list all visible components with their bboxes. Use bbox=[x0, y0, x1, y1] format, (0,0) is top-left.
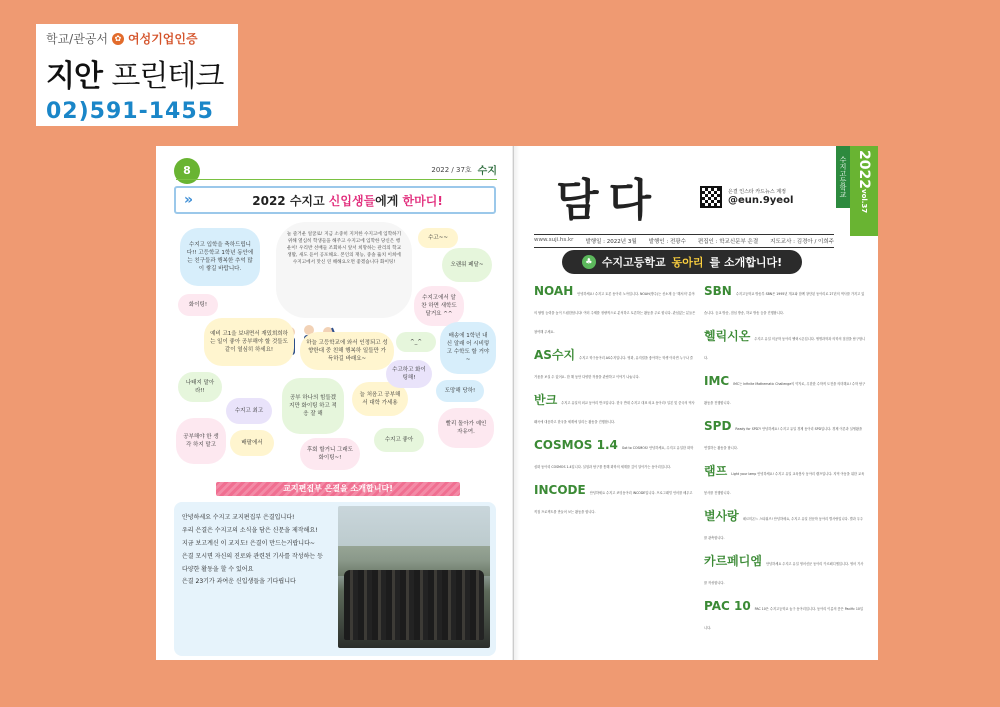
club-text: IMC는 Infinite Mathematic Challenge의 약자로, 무한한 수학적 도전을 의미해요! 수학 탐구 활동을 진행합니다. bbox=[704, 382, 866, 405]
message-bubble: 배송에 1학년 내신 알래 어 시비렇고 수학도 할 거야~ bbox=[440, 322, 496, 374]
club-text: 안녕하세요 수지고 유일 영어신문 동아리 카르페디엠입니다. 영어 기사를 작성합니다. bbox=[704, 562, 864, 585]
editor-line: 지금 보고계신 이 교지도! 은결이 만드는거랍니다~ bbox=[182, 539, 315, 547]
banner-pre: 수지고등학교 bbox=[601, 256, 666, 269]
section-title-bar: 교지편집부 은결을 소개합니다! bbox=[216, 482, 460, 496]
club-columns bbox=[534, 280, 866, 652]
club-text: Got to COSMOS! 안녕하세요, 수지고 유일한 화학 심화 동아리 COSMOS 1.4입니다. 실험과 탐구를 통해 화학의 세계를 깊이 알아가는 동아리입니다. bbox=[534, 446, 694, 469]
info-item: 지도교사 : 김경아 / 이희주 bbox=[770, 239, 834, 245]
issue-label: 2022 / 37호 bbox=[431, 165, 472, 174]
instagram-handle: @eun.9yeol bbox=[728, 195, 794, 206]
message-bubble: ^_^ bbox=[396, 332, 436, 352]
masthead: 담다 bbox=[556, 175, 662, 226]
club-name: INCODE bbox=[534, 483, 586, 497]
message-bubble: 수지고 좋아 bbox=[374, 428, 424, 452]
club-entry bbox=[534, 344, 696, 382]
club-column-left bbox=[534, 280, 696, 652]
message-bubble: 빨리 돌아가 예인 자유여. bbox=[438, 408, 494, 448]
editor-line: 다양한 활동을 할 수 있어요 bbox=[182, 565, 254, 573]
title-prefix: 2022 수지고 bbox=[252, 193, 325, 208]
message-bubble: 화이팅! bbox=[178, 294, 218, 316]
message-bubble: 나태지 말아라!! bbox=[178, 372, 222, 402]
header-rule bbox=[176, 179, 497, 180]
center-message: 늘 즐거운 얼굴로! 지금 소중히 지켜한 수지고에 입학하기 위해 열심히 학생들을 해주고 수지고에 입학한 당신은 행운이! 우리반 선배들 조회하시 앞서 희망하는 관리의 학교 생활, 새도 듣어 공포해요. 본인의 재능, 중솔 뚫치 이희에 수지고에서 맛신 연 해해요오면 좋겠습니다 화이팅! bbox=[276, 222, 412, 318]
club-entry bbox=[704, 505, 866, 543]
publication-info bbox=[534, 234, 834, 248]
page-number: 8 bbox=[174, 158, 200, 184]
club-entry bbox=[704, 460, 866, 498]
message-bubble: 도망해 당하! bbox=[436, 380, 484, 402]
club-entry bbox=[704, 415, 866, 453]
club-text: 수지고 유일 의공학 동아리 헬릭시온입니다. 생명과학과 의학의 접점을 탐구합니다. bbox=[704, 337, 866, 360]
editor-line: 은결 23기가 과여운 신입생들을 기다립니다 bbox=[182, 578, 296, 586]
title-end: 한마디! bbox=[402, 193, 443, 208]
message-bubble: 수고~~ bbox=[418, 228, 458, 248]
info-item: 발행일 : 2022년 3월 bbox=[585, 239, 637, 245]
message-bubble: 수고하고 화이팅해! bbox=[386, 360, 432, 388]
club-text: Light your lamp 안녕하세요! 수지고 유일 교육봉사 동아리 램프입니다. 지역 아동을 위한 교육 봉사를 진행합니다. bbox=[704, 472, 865, 495]
club-name: IMC bbox=[704, 374, 730, 388]
article-title bbox=[201, 192, 494, 209]
message-bubble: 수지고에서 알찬 하면 새학도 달거요 ^^ bbox=[414, 286, 464, 326]
message-board bbox=[174, 222, 496, 472]
club-intro-banner bbox=[562, 250, 802, 274]
info-item: 편집인 : 학교신문부 은결 bbox=[697, 239, 759, 245]
issue-vol: vol.37 bbox=[860, 188, 868, 214]
club-text: PAC 10은 수지고등학교 놓구 동아리입니다. 동아리 이름의 뜻은 Pacific 10입니다. bbox=[704, 607, 864, 630]
logo-phone: 02)591-1455 bbox=[46, 99, 214, 124]
logo-category-text: 학교/관공서 bbox=[46, 32, 109, 46]
message-bubble: 후회 할거니 그래도 화이팅~! bbox=[300, 438, 360, 470]
club-text: 수지고 학구동아리 AS수지입니다. 영화, 뮤지컬을 좋아하는 학생 이라면 누구나 즐거움을 보실 수 있어요. 한 해 동안 다양한 작품을 관람하고 이야기 나눕니다. bbox=[534, 356, 694, 379]
club-text: 수지고등학교 방송부 SBN은 1995년 개교와 함께 창단된 동아리로 27년의 역사를 가지고 있습니다. 등교 방송, 점심 방송, 하교 방송 등을 진행합니다. bbox=[704, 292, 865, 315]
editor-intro-text bbox=[182, 512, 332, 589]
mini-logo: 수지 bbox=[477, 166, 497, 177]
message-bubble: 공부 하나의 힘들겠지만 화이팅 하고 적응 잘 해 bbox=[282, 378, 344, 434]
banner-post: 를 소개합니다! bbox=[709, 256, 783, 269]
club-entry bbox=[704, 550, 866, 588]
club-entry bbox=[704, 325, 866, 363]
issue-year: 2022 bbox=[856, 150, 872, 189]
club-text: 안녕하세요! 수지고 토론 동아리 노아입니다. NOAH(방주)는 신소재 등 '해서의' 분야의 탈범 능력을 높이 드림한답니다! 여러 주제를 정량적으로 분석하고 토론하는 활동을 주로 합니다. 관심있는 분들은 참여해 주세요. bbox=[534, 292, 696, 334]
school-tag: 수지고등학교 bbox=[836, 146, 850, 208]
info-item: 발행인 : 전광수 bbox=[648, 239, 686, 245]
club-text: 수지고 유일의 외교 동아리 반크입니다. 한국 반대 수지고 대표 외교 동아리! 일본 및 중국의 역사 왜곡에 대응하고 한국을 세계에 알리는 활동을 진행합니다. bbox=[534, 401, 695, 424]
club-name: 램프 bbox=[704, 464, 728, 478]
editor-line: 은결 모시면 자신의 진로와 관련된 기사를 작성하는 등 bbox=[182, 552, 323, 560]
message-bubble: 예비 고1을 보내면서 재밌희희하는 일이 좋아 공부해야 할 것들도 같이 열심히 하세요! bbox=[204, 318, 294, 366]
editor-line: 우리 은결은 수지고의 소식을 담은 신문을 제작해요! bbox=[182, 526, 318, 534]
editor-line: 안녕하세요 수지고 교지편집부 은결입니다! bbox=[182, 514, 295, 521]
issue-strip bbox=[850, 146, 878, 236]
club-entry bbox=[704, 595, 866, 633]
club-name: 카르페디엠 bbox=[704, 554, 762, 568]
logo-cert-text: 여성기업인증 bbox=[128, 32, 198, 46]
message-bubble: 하늘 고등학교에 와서 인정되고 성향한대 중 친해 행복하 일들만 가득하길 바래요~ bbox=[300, 332, 394, 370]
title-highlight: 신입생들 bbox=[328, 193, 376, 208]
advertiser-logo-card bbox=[36, 24, 238, 126]
club-name: NOAH bbox=[534, 284, 574, 298]
club-entry bbox=[704, 280, 866, 318]
message-bubble: 수지고 최고 bbox=[226, 398, 272, 424]
club-name: 헬릭시온 bbox=[704, 329, 751, 343]
magazine-spread bbox=[156, 146, 878, 660]
club-column-right bbox=[704, 280, 866, 652]
left-page bbox=[156, 146, 514, 660]
right-page bbox=[514, 146, 878, 660]
instagram-label: 은결 인스타 카드뉴스 계정 bbox=[728, 189, 786, 195]
club-name: PAC 10 bbox=[704, 599, 751, 613]
logo-brand-bold: 지안 bbox=[46, 59, 102, 94]
club-name: SBN bbox=[704, 284, 732, 298]
club-name: SPD bbox=[704, 419, 732, 433]
school-url: www.suji.hs.kr bbox=[534, 237, 574, 243]
message-bubble: 늘 처음고 공부해서 대학 가세용 bbox=[352, 382, 408, 416]
message-bubble: 배팔에서 bbox=[230, 430, 274, 456]
logo-brand-light: 프린테크 bbox=[111, 59, 224, 94]
instagram-block bbox=[700, 186, 793, 208]
club-entry bbox=[534, 434, 696, 472]
club-text: Ready for SPD?! 안녕하세요! 수지고 유일 경제 동아리 SPD입니다. 경제 이론과 실생활을 연결하는 활동을 합니다. bbox=[704, 427, 863, 450]
message-bubble: 오랜워 페달~ bbox=[442, 248, 492, 282]
club-text: 안녕하세요 수지고 코딩동아리 INCODE입니다. 프로그래밍 언어를 배우고 직접 프로젝트를 만들어 보는 활동을 합니다. bbox=[534, 491, 693, 514]
article-title-bar bbox=[174, 186, 496, 214]
club-entry bbox=[534, 280, 696, 337]
group-photo bbox=[338, 506, 490, 648]
club-entry bbox=[534, 389, 696, 427]
club-name: 반크 bbox=[534, 393, 558, 407]
double-chevron-icon: » bbox=[184, 192, 194, 208]
club-text: 헤르미온느 스타워즈! 안녕하세요, 수지고 유일 천문학 동아리 별사랑입니다. 별과 우주를 관측합니다. bbox=[704, 517, 863, 540]
page-spine bbox=[512, 146, 520, 660]
title-middle: 에게 bbox=[375, 193, 399, 208]
message-bubble: 수지고 입학을 축하드립니다!! 고등학교 1학년 동안에는 친구들과 행복한 추억 많이 쌓길 바랍니다. bbox=[180, 228, 260, 286]
message-bubble: 공부해야 한 생각 하지 말고 bbox=[176, 418, 226, 464]
banner-highlight: 동아리 bbox=[671, 256, 704, 269]
logo-brand bbox=[46, 51, 228, 95]
club-name: COSMOS 1.4 bbox=[534, 438, 618, 452]
leaf-icon: ♣ bbox=[582, 255, 596, 269]
qr-code-icon bbox=[700, 186, 722, 208]
flower-icon: ✿ bbox=[112, 33, 124, 45]
page-meta bbox=[431, 162, 497, 177]
editor-intro-box bbox=[174, 502, 496, 656]
club-name: AS수지 bbox=[534, 348, 576, 362]
club-name: 별사랑 bbox=[704, 509, 739, 523]
club-entry bbox=[534, 479, 696, 517]
logo-top-line bbox=[46, 30, 228, 47]
club-entry bbox=[704, 370, 866, 408]
